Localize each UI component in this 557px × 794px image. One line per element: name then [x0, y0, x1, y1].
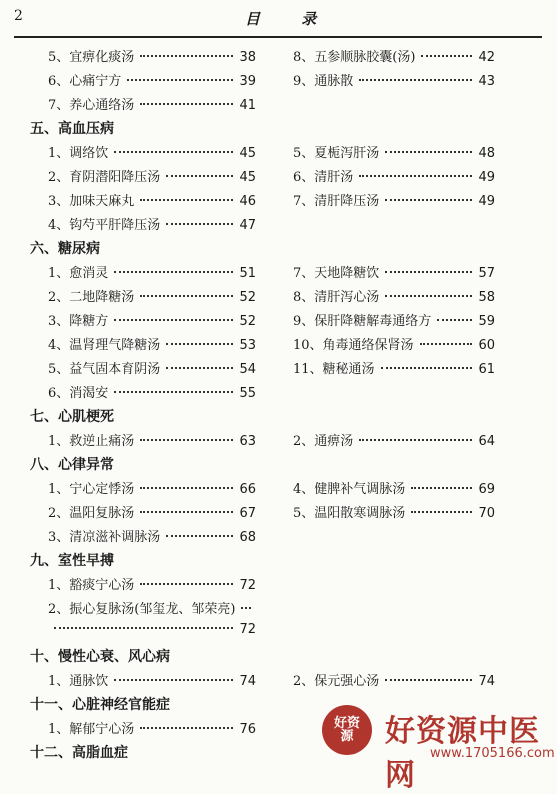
entry-page: 45	[239, 170, 256, 185]
entry-page: 57	[478, 266, 495, 281]
entry-title: 10、角毒通络保肾汤	[293, 338, 414, 353]
entry-page: 43	[478, 74, 495, 89]
toc-entry[interactable]	[293, 430, 495, 449]
leader-dots	[140, 511, 233, 513]
toc-entry[interactable]	[48, 190, 256, 209]
toc-entry[interactable]	[48, 382, 256, 401]
section-heading: 九、室性早搏	[30, 553, 114, 569]
entry-page: 61	[478, 362, 495, 377]
toc-entry[interactable]	[48, 574, 256, 593]
entry-title: 9、保肝降糖解毒通络方	[293, 314, 432, 329]
leader-dots	[385, 679, 472, 681]
entry-title: 2、温阳复脉汤	[48, 506, 135, 521]
entry-page: 47	[239, 218, 256, 233]
toc-entry[interactable]	[48, 430, 256, 449]
leader-dots	[437, 319, 472, 321]
toc-entry[interactable]	[48, 142, 256, 161]
entry-title: 2、通痹汤	[293, 434, 354, 449]
entry-title: 6、清肝汤	[293, 170, 354, 185]
entry-title: 6、心痛宁方	[48, 74, 122, 89]
leader-dots	[241, 607, 251, 609]
leader-dots	[359, 439, 472, 441]
toc-entry[interactable]	[293, 670, 495, 689]
entry-page: 49	[478, 194, 495, 209]
toc-entry[interactable]	[293, 70, 495, 89]
toc-entry[interactable]	[48, 310, 256, 329]
entry-title: 1、解郁宁心汤	[48, 722, 135, 737]
entry-title: 3、降糖方	[48, 314, 109, 329]
toc-entry[interactable]	[293, 310, 495, 329]
page-number: 2	[14, 8, 23, 24]
leader-dots	[359, 175, 472, 177]
leader-dots	[114, 679, 233, 681]
leader-dots	[166, 343, 233, 345]
entry-page: 53	[239, 338, 256, 353]
section-heading: 十、慢性心衰、风心病	[30, 649, 170, 665]
section-heading: 七、心肌梗死	[30, 409, 114, 425]
entry-page: 74	[478, 674, 495, 689]
toc-entry[interactable]	[48, 526, 256, 545]
leader-dots	[166, 367, 233, 369]
toc-entry[interactable]	[293, 334, 495, 353]
leader-dots	[411, 511, 472, 513]
leader-dots	[421, 55, 472, 57]
section-heading: 六、糖尿病	[30, 241, 100, 257]
toc-entry-wrapped[interactable]	[48, 598, 256, 617]
entry-title: 1、救逆止痛汤	[48, 434, 135, 449]
section-heading: 十二、高脂血症	[30, 745, 128, 761]
entry-title: 7、清肝降压汤	[293, 194, 380, 209]
toc-entry[interactable]	[293, 358, 495, 377]
leader-dots	[127, 79, 233, 81]
leader-dots	[140, 487, 233, 489]
leader-dots	[140, 439, 233, 441]
leader-dots	[166, 535, 233, 537]
leader-dots	[166, 175, 233, 177]
leader-dots	[420, 343, 473, 345]
entry-title: 8、清肝泻心汤	[293, 290, 380, 305]
entry-title: 5、夏栀泻肝汤	[293, 146, 380, 161]
entry-page: 66	[239, 482, 256, 497]
entry-page: 55	[239, 386, 256, 401]
leader-dots	[385, 295, 472, 297]
toc-entry[interactable]	[293, 262, 495, 281]
leader-dots	[114, 271, 233, 273]
entry-title: 5、益气固本育阴汤	[48, 362, 161, 377]
entry-title: 1、愈消灵	[48, 266, 109, 281]
entry-page: 59	[478, 314, 495, 329]
entry-title: 1、通脉饮	[48, 674, 109, 689]
watermark-seal	[322, 705, 372, 755]
entry-page: 42	[478, 50, 495, 65]
toc-entry[interactable]	[293, 46, 495, 65]
leader-dots	[114, 151, 233, 153]
header-title: 目 录	[245, 10, 335, 28]
entry-title: 2、保元强心汤	[293, 674, 380, 689]
toc-entry[interactable]	[48, 46, 256, 65]
entry-title: 8、五参顺脉胶囊(汤)	[293, 50, 416, 65]
section-heading: 五、高血压病	[30, 121, 114, 137]
entry-page: 52	[239, 314, 256, 329]
leader-dots	[166, 223, 233, 225]
section-heading: 八、心律异常	[30, 457, 114, 473]
toc-entry[interactable]	[293, 286, 495, 305]
entry-title: 3、加味天麻丸	[48, 194, 135, 209]
entry-page: 52	[239, 290, 256, 305]
toc-entry[interactable]	[293, 190, 495, 209]
leader-dots	[140, 199, 233, 201]
entry-title: 4、健脾补气调脉汤	[293, 482, 406, 497]
leader-dots	[140, 55, 233, 57]
entry-title: 7、天地降糖饮	[293, 266, 380, 281]
entry-title: 1、宁心定悸汤	[48, 482, 135, 497]
entry-page: 58	[478, 290, 495, 305]
toc-entry[interactable]	[48, 478, 256, 497]
entry-page: 67	[239, 506, 256, 521]
entry-page: 72	[239, 622, 256, 637]
leader-dots	[140, 103, 233, 105]
entry-title: 4、钩芍平肝降压汤	[48, 218, 161, 233]
watermark-brand: 好资源中医网	[385, 714, 540, 793]
entry-title: 1、豁痰宁心汤	[48, 578, 135, 593]
section-heading: 十一、心脏神经官能症	[30, 697, 170, 713]
watermark-url: www.1705166.com	[430, 746, 555, 761]
entry-title: 4、温肾理气降糖汤	[48, 338, 161, 353]
leader-dots	[114, 319, 233, 321]
toc-entry[interactable]	[48, 670, 256, 689]
toc-entry[interactable]	[293, 166, 495, 185]
entry-page: 49	[478, 170, 495, 185]
entry-page: 74	[239, 674, 256, 689]
toc-entry[interactable]	[293, 502, 495, 521]
entry-page: 41	[239, 98, 256, 113]
entry-page: 68	[239, 530, 256, 545]
toc-entry[interactable]	[48, 358, 256, 377]
entry-page: 60	[478, 338, 495, 353]
entry-page: 45	[239, 146, 256, 161]
leader-dots	[381, 367, 473, 369]
entry-title: 11、糖秘通汤	[293, 362, 375, 377]
toc-entry[interactable]	[48, 286, 256, 305]
entry-title: 2、振心复脉汤(邹玺龙、邹荣亮)	[48, 602, 236, 617]
entry-title: 2、二地降糖汤	[48, 290, 135, 305]
leader-dots	[54, 627, 233, 629]
entry-page: 69	[478, 482, 495, 497]
toc-entry[interactable]	[48, 718, 256, 737]
toc-entry[interactable]	[48, 94, 256, 113]
seal-text: 好资源	[333, 716, 360, 744]
entry-title: 1、调络饮	[48, 146, 109, 161]
entry-page: 63	[239, 434, 256, 449]
leader-dots	[385, 271, 472, 273]
leader-dots	[385, 151, 472, 153]
toc-entry[interactable]	[48, 502, 256, 521]
header-rule	[14, 36, 542, 38]
toc-entry[interactable]	[293, 142, 495, 161]
entry-page: 76	[239, 722, 256, 737]
entry-page: 38	[239, 50, 256, 65]
leader-dots	[114, 391, 233, 393]
entry-title: 9、通脉散	[293, 74, 354, 89]
entry-page: 54	[239, 362, 256, 377]
entry-page: 39	[239, 74, 256, 89]
toc-entry-continuation	[48, 622, 256, 637]
leader-dots	[411, 487, 472, 489]
toc-entry[interactable]	[293, 478, 495, 497]
entry-title: 6、消渴安	[48, 386, 109, 401]
leader-dots	[359, 79, 472, 81]
leader-dots	[385, 199, 472, 201]
entry-page: 51	[239, 266, 256, 281]
toc-entry[interactable]	[48, 262, 256, 281]
toc-entry[interactable]	[48, 334, 256, 353]
leader-dots	[140, 583, 233, 585]
leader-dots	[140, 295, 233, 297]
toc-entry[interactable]	[48, 166, 256, 185]
entry-title: 2、育阴潜阳降压汤	[48, 170, 161, 185]
entry-title: 5、宜痹化痰汤	[48, 50, 135, 65]
entry-title: 5、温阳散寒调脉汤	[293, 506, 406, 521]
entry-title: 7、养心通络汤	[48, 98, 135, 113]
toc-entry[interactable]	[48, 70, 256, 89]
entry-title: 3、清凉滋补调脉汤	[48, 530, 161, 545]
entry-page: 72	[239, 578, 256, 593]
entry-page: 70	[478, 506, 495, 521]
entry-page: 64	[478, 434, 495, 449]
entry-page: 48	[478, 146, 495, 161]
toc-entry[interactable]	[48, 214, 256, 233]
leader-dots	[140, 727, 233, 729]
entry-page: 46	[239, 194, 256, 209]
